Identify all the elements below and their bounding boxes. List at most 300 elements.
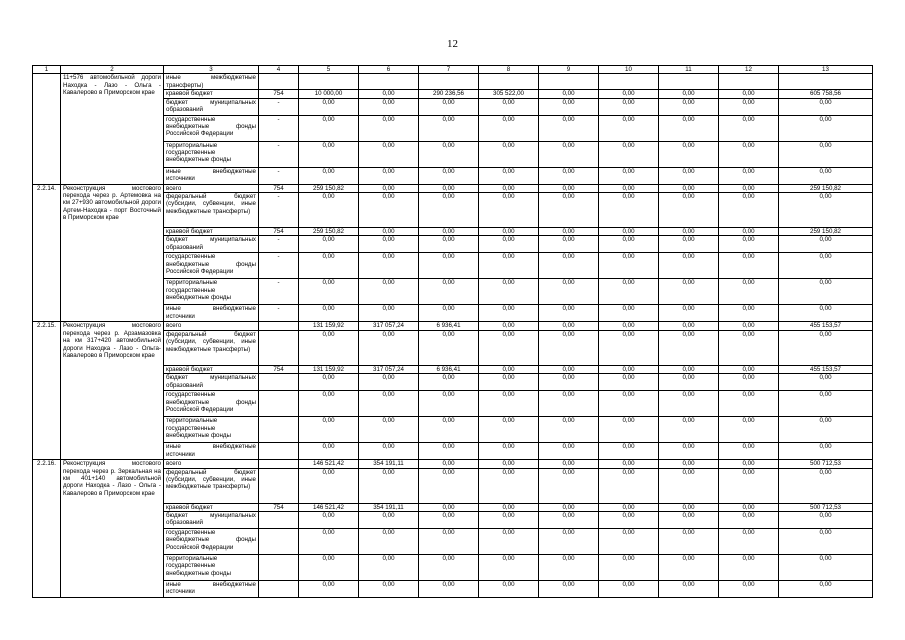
- total-cell: 0,00: [779, 167, 873, 184]
- amount-cell: 0,00: [359, 305, 419, 322]
- funding-source: всего: [164, 184, 259, 192]
- budget-code: -: [259, 115, 299, 141]
- budget-code: [259, 529, 299, 555]
- amount-cell: 0,00: [479, 391, 539, 417]
- total-cell: 0,00: [779, 374, 873, 391]
- amount-cell: 0,00: [419, 184, 479, 192]
- total-cell: 500 712,53: [779, 460, 873, 468]
- amount-cell: 0,00: [479, 193, 539, 228]
- amount-cell: 290 236,56: [419, 90, 479, 98]
- amount-cell: 0,00: [599, 322, 659, 330]
- amount-cell: 259 150,82: [299, 228, 359, 236]
- funding-source: бюджет муниципальных образований: [164, 98, 259, 115]
- amount-cell: 0,00: [599, 555, 659, 581]
- column-header: 12: [719, 66, 779, 74]
- amount-cell: 0,00: [539, 322, 599, 330]
- amount-cell: 0,00: [599, 374, 659, 391]
- amount-cell: 0,00: [359, 374, 419, 391]
- amount-cell: 0,00: [659, 90, 719, 98]
- budget-code: 754: [259, 228, 299, 236]
- amount-cell: 0,00: [299, 417, 359, 443]
- amount-cell: [299, 74, 359, 90]
- total-cell: 0,00: [779, 330, 873, 365]
- amount-cell: 0,00: [599, 581, 659, 598]
- amount-cell: 0,00: [299, 529, 359, 555]
- amount-cell: 0,00: [599, 503, 659, 511]
- amount-cell: 0,00: [659, 115, 719, 141]
- amount-cell: 0,00: [659, 512, 719, 529]
- column-header: 9: [539, 66, 599, 74]
- total-cell: 455 153,57: [779, 322, 873, 330]
- budget-code: [259, 468, 299, 503]
- amount-cell: 0,00: [719, 330, 779, 365]
- amount-cell: 0,00: [419, 253, 479, 279]
- total-cell: 0,00: [779, 279, 873, 305]
- item-index: 2.2.14.: [33, 184, 61, 322]
- amount-cell: 0,00: [659, 193, 719, 228]
- total-cell: 455 153,57: [779, 365, 873, 373]
- amount-cell: 0,00: [479, 167, 539, 184]
- funding-source: государственные внебюджетные фонды Российской Федерации: [164, 391, 259, 417]
- amount-cell: 0,00: [359, 555, 419, 581]
- amount-cell: 0,00: [419, 279, 479, 305]
- amount-cell: 0,00: [539, 98, 599, 115]
- amount-cell: 0,00: [719, 555, 779, 581]
- item-index: 2.2.15.: [33, 322, 61, 460]
- total-cell: 0,00: [779, 305, 873, 322]
- amount-cell: 0,00: [479, 115, 539, 141]
- total-cell: 0,00: [779, 115, 873, 141]
- amount-cell: 0,00: [299, 236, 359, 253]
- amount-cell: 0,00: [299, 330, 359, 365]
- amount-cell: 0,00: [659, 468, 719, 503]
- funding-source: государственные внебюджетные фонды Российской Федерации: [164, 529, 259, 555]
- amount-cell: 0,00: [599, 253, 659, 279]
- amount-cell: 0,00: [719, 391, 779, 417]
- amount-cell: [479, 74, 539, 90]
- amount-cell: 0,00: [599, 305, 659, 322]
- total-cell: 0,00: [779, 529, 873, 555]
- amount-cell: 0,00: [419, 468, 479, 503]
- amount-cell: 0,00: [539, 279, 599, 305]
- amount-cell: 0,00: [479, 365, 539, 373]
- amount-cell: 0,00: [299, 167, 359, 184]
- amount-cell: 354 191,11: [359, 503, 419, 511]
- amount-cell: 0,00: [299, 98, 359, 115]
- amount-cell: 0,00: [719, 468, 779, 503]
- budget-code: [259, 581, 299, 598]
- budget-code: 754: [259, 365, 299, 373]
- amount-cell: 0,00: [479, 503, 539, 511]
- budget-code: [259, 555, 299, 581]
- funding-source: иные внебюджетные источники: [164, 581, 259, 598]
- amount-cell: 0,00: [719, 503, 779, 511]
- amount-cell: 0,00: [659, 555, 719, 581]
- funding-source: иные межбюджетные трансферты): [164, 74, 259, 90]
- amount-cell: 0,00: [659, 167, 719, 184]
- page-number: 12: [447, 38, 458, 50]
- amount-cell: 0,00: [719, 193, 779, 228]
- amount-cell: 0,00: [539, 184, 599, 192]
- funding-source: территориальные государственные внебюджетные фонды: [164, 417, 259, 443]
- amount-cell: 0,00: [359, 391, 419, 417]
- amount-cell: 0,00: [659, 322, 719, 330]
- funding-source: территориальные государственные внебюджетные фонды: [164, 141, 259, 167]
- budget-code: -: [259, 141, 299, 167]
- funding-source: иные внебюджетные источники: [164, 167, 259, 184]
- amount-cell: 0,00: [359, 167, 419, 184]
- column-header: 7: [419, 66, 479, 74]
- amount-cell: 0,00: [599, 167, 659, 184]
- amount-cell: 0,00: [539, 581, 599, 598]
- total-cell: 0,00: [779, 98, 873, 115]
- amount-cell: 0,00: [359, 512, 419, 529]
- amount-cell: 0,00: [719, 322, 779, 330]
- total-cell: 0,00: [779, 468, 873, 503]
- amount-cell: 0,00: [479, 322, 539, 330]
- funding-source: бюджет муниципальных образований: [164, 512, 259, 529]
- amount-cell: 0,00: [419, 236, 479, 253]
- budget-code: [259, 460, 299, 468]
- amount-cell: 0,00: [359, 253, 419, 279]
- amount-cell: 0,00: [479, 141, 539, 167]
- total-cell: 0,00: [779, 141, 873, 167]
- table-row: [33, 74, 873, 90]
- amount-cell: [539, 74, 599, 90]
- total-cell: 605 758,56: [779, 90, 873, 98]
- total-cell: 0,00: [779, 555, 873, 581]
- amount-cell: 0,00: [419, 460, 479, 468]
- funding-source: государственные внебюджетные фонды Российской Федерации: [164, 115, 259, 141]
- funding-source: бюджет муниципальных образований: [164, 374, 259, 391]
- funding-source: краевой бюджет: [164, 365, 259, 373]
- total-cell: 0,00: [779, 581, 873, 598]
- amount-cell: 0,00: [419, 581, 479, 598]
- amount-cell: 0,00: [599, 468, 659, 503]
- amount-cell: 0,00: [599, 365, 659, 373]
- amount-cell: 0,00: [719, 365, 779, 373]
- amount-cell: 0,00: [419, 443, 479, 460]
- funding-source: бюджет муниципальных образований: [164, 236, 259, 253]
- amount-cell: 0,00: [479, 228, 539, 236]
- amount-cell: 0,00: [359, 98, 419, 115]
- amount-cell: 0,00: [479, 417, 539, 443]
- amount-cell: 0,00: [359, 115, 419, 141]
- amount-cell: 0,00: [719, 305, 779, 322]
- amount-cell: 0,00: [359, 90, 419, 98]
- amount-cell: 6 936,41: [419, 322, 479, 330]
- amount-cell: 0,00: [719, 98, 779, 115]
- amount-cell: 0,00: [599, 115, 659, 141]
- amount-cell: 0,00: [419, 330, 479, 365]
- funding-source: государственные внебюджетные фонды Российской Федерации: [164, 253, 259, 279]
- amount-cell: 317 057,24: [359, 322, 419, 330]
- amount-cell: 0,00: [719, 443, 779, 460]
- amount-cell: 0,00: [419, 503, 479, 511]
- funding-source: территориальные государственные внебюджетные фонды: [164, 555, 259, 581]
- amount-cell: 0,00: [719, 184, 779, 192]
- amount-cell: 0,00: [419, 115, 479, 141]
- amount-cell: 146 521,42: [299, 460, 359, 468]
- amount-cell: 0,00: [419, 141, 479, 167]
- budget-code: -: [259, 253, 299, 279]
- item-name: Реконструкция мостового перехода через р. Зеркальная на км 401+140 автомобильной дороги Находка - Лазо - Ольга - Кавалерово в Приморском крае: [61, 460, 164, 598]
- table-row: [33, 184, 873, 192]
- amount-cell: 0,00: [539, 512, 599, 529]
- total-cell: 0,00: [779, 391, 873, 417]
- amount-cell: 0,00: [479, 236, 539, 253]
- amount-cell: 0,00: [719, 374, 779, 391]
- header-row: [33, 66, 873, 74]
- amount-cell: 0,00: [539, 236, 599, 253]
- total-cell: 0,00: [779, 512, 873, 529]
- amount-cell: 0,00: [659, 529, 719, 555]
- amount-cell: 0,00: [479, 555, 539, 581]
- amount-cell: 0,00: [599, 236, 659, 253]
- amount-cell: 0,00: [479, 443, 539, 460]
- amount-cell: 0,00: [719, 228, 779, 236]
- amount-cell: 0,00: [719, 115, 779, 141]
- amount-cell: 0,00: [419, 228, 479, 236]
- amount-cell: 0,00: [419, 391, 479, 417]
- amount-cell: [719, 74, 779, 90]
- amount-cell: 0,00: [539, 305, 599, 322]
- budget-code: 754: [259, 184, 299, 192]
- amount-cell: 0,00: [719, 512, 779, 529]
- budget-code: 754: [259, 503, 299, 511]
- amount-cell: 0,00: [659, 279, 719, 305]
- funding-source: федеральный бюджет (субсидии, субвенции, иные межбюджетные трансферты): [164, 468, 259, 503]
- budget-code: -: [259, 98, 299, 115]
- amount-cell: 0,00: [299, 443, 359, 460]
- amount-cell: 131 159,92: [299, 322, 359, 330]
- amount-cell: 0,00: [539, 193, 599, 228]
- amount-cell: 0,00: [359, 581, 419, 598]
- funding-source: федеральный бюджет (субсидии, субвенции, иные межбюджетные трансферты): [164, 193, 259, 228]
- amount-cell: 0,00: [719, 90, 779, 98]
- amount-cell: 0,00: [539, 468, 599, 503]
- amount-cell: 0,00: [479, 305, 539, 322]
- amount-cell: 146 521,42: [299, 503, 359, 511]
- amount-cell: 0,00: [659, 374, 719, 391]
- amount-cell: 0,00: [659, 365, 719, 373]
- total-cell: 0,00: [779, 417, 873, 443]
- funding-source: краевой бюджет: [164, 503, 259, 511]
- amount-cell: 0,00: [359, 468, 419, 503]
- amount-cell: 0,00: [479, 330, 539, 365]
- funding-source: краевой бюджет: [164, 228, 259, 236]
- amount-cell: 259 150,82: [299, 184, 359, 192]
- amount-cell: 0,00: [299, 512, 359, 529]
- column-header: 3: [164, 66, 259, 74]
- amount-cell: 0,00: [539, 417, 599, 443]
- amount-cell: 0,00: [599, 279, 659, 305]
- budget-code: [259, 374, 299, 391]
- amount-cell: 0,00: [719, 279, 779, 305]
- amount-cell: 0,00: [359, 184, 419, 192]
- amount-cell: 0,00: [299, 555, 359, 581]
- amount-cell: 0,00: [299, 468, 359, 503]
- column-header: 11: [659, 66, 719, 74]
- amount-cell: 0,00: [299, 279, 359, 305]
- amount-cell: 0,00: [599, 184, 659, 192]
- budget-code: [259, 391, 299, 417]
- budget-code: -: [259, 279, 299, 305]
- amount-cell: 0,00: [719, 581, 779, 598]
- column-header: 4: [259, 66, 299, 74]
- total-cell: 0,00: [779, 253, 873, 279]
- amount-cell: 0,00: [659, 305, 719, 322]
- amount-cell: [359, 74, 419, 90]
- amount-cell: 0,00: [539, 555, 599, 581]
- amount-cell: 0,00: [479, 460, 539, 468]
- amount-cell: [599, 74, 659, 90]
- amount-cell: 0,00: [599, 330, 659, 365]
- amount-cell: 0,00: [719, 253, 779, 279]
- amount-cell: 0,00: [479, 184, 539, 192]
- amount-cell: 0,00: [659, 184, 719, 192]
- amount-cell: [659, 74, 719, 90]
- amount-cell: 0,00: [599, 529, 659, 555]
- amount-cell: 0,00: [359, 529, 419, 555]
- budget-code: -: [259, 305, 299, 322]
- item-name: Реконструкция мостового перехода через р. Арзамазовка на км 317+420 автомобильной дороги Находка - Лазо - Ольга- Кавалерово в Приморском крае: [61, 322, 164, 460]
- amount-cell: 0,00: [719, 417, 779, 443]
- funding-source: иные внебюджетные источники: [164, 443, 259, 460]
- amount-cell: 0,00: [539, 374, 599, 391]
- amount-cell: 0,00: [299, 253, 359, 279]
- amount-cell: 0,00: [659, 330, 719, 365]
- total-cell: 259 150,82: [779, 228, 873, 236]
- amount-cell: 0,00: [539, 228, 599, 236]
- column-header: 6: [359, 66, 419, 74]
- table-row: [33, 460, 873, 468]
- budget-code: [259, 443, 299, 460]
- amount-cell: 0,00: [599, 228, 659, 236]
- amount-cell: 0,00: [479, 374, 539, 391]
- amount-cell: 0,00: [539, 253, 599, 279]
- item-index: [33, 74, 61, 184]
- amount-cell: 305 522,00: [479, 90, 539, 98]
- amount-cell: 0,00: [599, 90, 659, 98]
- column-header: 10: [599, 66, 659, 74]
- amount-cell: 0,00: [539, 443, 599, 460]
- total-cell: 0,00: [779, 193, 873, 228]
- amount-cell: 0,00: [539, 460, 599, 468]
- amount-cell: 0,00: [419, 193, 479, 228]
- amount-cell: 0,00: [479, 468, 539, 503]
- item-index: 2.2.16.: [33, 460, 61, 598]
- amount-cell: 0,00: [599, 98, 659, 115]
- budget-code: 754: [259, 90, 299, 98]
- amount-cell: 0,00: [299, 193, 359, 228]
- budget-code: -: [259, 167, 299, 184]
- budget-code: [259, 512, 299, 529]
- amount-cell: 0,00: [659, 460, 719, 468]
- amount-cell: 354 191,11: [359, 460, 419, 468]
- amount-cell: 0,00: [659, 503, 719, 511]
- amount-cell: 0,00: [599, 417, 659, 443]
- funding-source: территориальные государственные внебюджетные фонды: [164, 279, 259, 305]
- funding-source: всего: [164, 322, 259, 330]
- amount-cell: 0,00: [719, 236, 779, 253]
- amount-cell: 0,00: [719, 141, 779, 167]
- amount-cell: 0,00: [659, 141, 719, 167]
- amount-cell: 0,00: [359, 279, 419, 305]
- amount-cell: 0,00: [359, 228, 419, 236]
- column-header: 8: [479, 66, 539, 74]
- amount-cell: 0,00: [359, 330, 419, 365]
- amount-cell: 0,00: [299, 305, 359, 322]
- amount-cell: 0,00: [359, 141, 419, 167]
- amount-cell: 0,00: [659, 391, 719, 417]
- amount-cell: [419, 74, 479, 90]
- column-header: 1: [33, 66, 61, 74]
- amount-cell: 0,00: [539, 365, 599, 373]
- funding-source: федеральный бюджет (субсидии, субвенции, иные межбюджетные трансферты): [164, 330, 259, 365]
- amount-cell: 0,00: [299, 391, 359, 417]
- amount-cell: 0,00: [419, 555, 479, 581]
- amount-cell: 0,00: [359, 417, 419, 443]
- amount-cell: 0,00: [359, 193, 419, 228]
- amount-cell: 0,00: [419, 529, 479, 555]
- amount-cell: 0,00: [539, 529, 599, 555]
- amount-cell: 0,00: [659, 98, 719, 115]
- amount-cell: 0,00: [299, 141, 359, 167]
- amount-cell: 0,00: [419, 374, 479, 391]
- amount-cell: 0,00: [599, 193, 659, 228]
- funding-source: всего: [164, 460, 259, 468]
- amount-cell: 0,00: [539, 115, 599, 141]
- amount-cell: 0,00: [539, 141, 599, 167]
- amount-cell: 0,00: [599, 391, 659, 417]
- amount-cell: 317 057,24: [359, 365, 419, 373]
- total-cell: [779, 74, 873, 90]
- amount-cell: 0,00: [299, 581, 359, 598]
- budget-code: -: [259, 193, 299, 228]
- table-row: [33, 322, 873, 330]
- amount-cell: 0,00: [659, 581, 719, 598]
- total-cell: 0,00: [779, 443, 873, 460]
- amount-cell: 0,00: [479, 98, 539, 115]
- budget-code: [259, 74, 299, 90]
- funding-source: иные внебюджетные источники: [164, 305, 259, 322]
- budget-code: [259, 417, 299, 443]
- total-cell: 259 150,82: [779, 184, 873, 192]
- budget-table: [32, 65, 873, 598]
- amount-cell: 0,00: [659, 443, 719, 460]
- item-name: Реконструкция мостового перехода через р. Артемовка на км 27+930 автомобильной дороги Артем-Находка - порт Восточный в Приморском крае: [61, 184, 164, 322]
- total-cell: 0,00: [779, 236, 873, 253]
- total-cell: 500 712,53: [779, 503, 873, 511]
- amount-cell: 0,00: [419, 512, 479, 529]
- budget-code: [259, 322, 299, 330]
- amount-cell: 0,00: [659, 228, 719, 236]
- amount-cell: 0,00: [719, 460, 779, 468]
- amount-cell: 0,00: [599, 141, 659, 167]
- amount-cell: 0,00: [539, 330, 599, 365]
- column-header: 13: [779, 66, 873, 74]
- amount-cell: 0,00: [479, 529, 539, 555]
- amount-cell: 0,00: [539, 90, 599, 98]
- table-body: [33, 74, 873, 598]
- amount-cell: 6 936,41: [419, 365, 479, 373]
- amount-cell: 0,00: [479, 581, 539, 598]
- amount-cell: 0,00: [299, 374, 359, 391]
- amount-cell: 0,00: [659, 417, 719, 443]
- amount-cell: 0,00: [539, 503, 599, 511]
- amount-cell: 0,00: [659, 253, 719, 279]
